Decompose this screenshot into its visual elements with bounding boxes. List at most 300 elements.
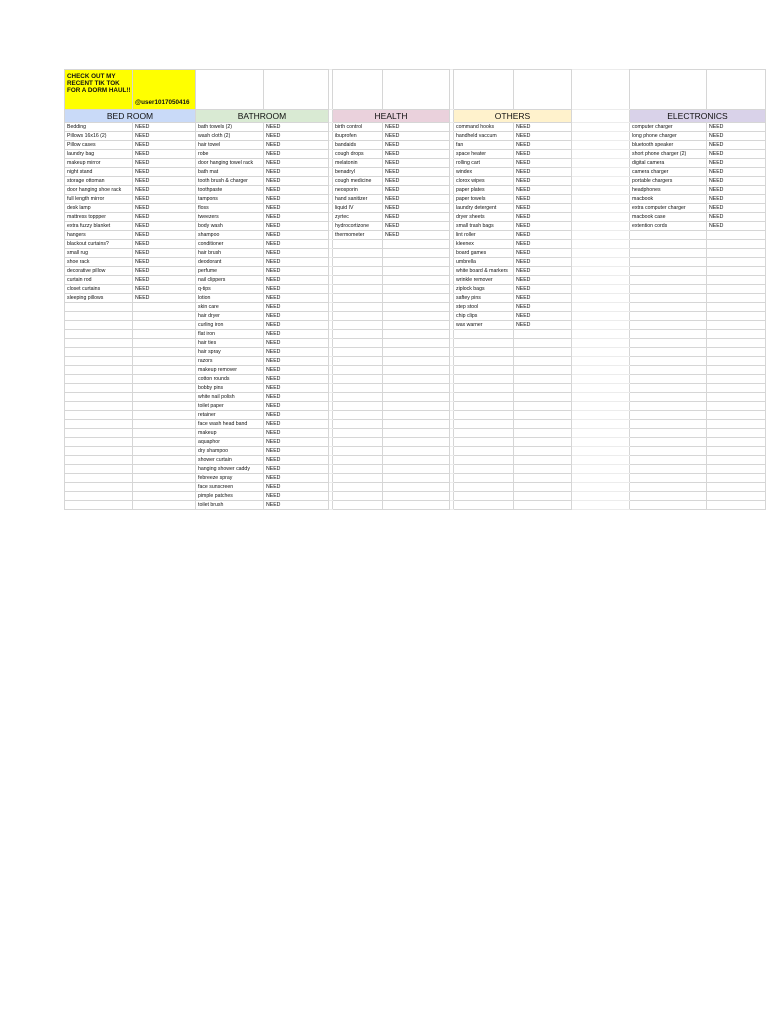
sheet-cell[interactable]: [707, 348, 766, 357]
sheet-cell[interactable]: [630, 456, 707, 465]
sheet-cell[interactable]: [383, 366, 450, 375]
item-status[interactable]: NEED: [133, 213, 196, 222]
sheet-cell[interactable]: [572, 465, 630, 474]
sheet-cell[interactable]: [65, 303, 133, 312]
item-status[interactable]: NEED: [264, 258, 329, 267]
item-status[interactable]: NEED: [514, 312, 572, 321]
sheet-cell[interactable]: [572, 429, 630, 438]
item-name[interactable]: perfume: [196, 267, 264, 276]
item-name[interactable]: ibuprofen: [333, 132, 383, 141]
sheet-cell[interactable]: [383, 483, 450, 492]
item-status[interactable]: NEED: [264, 393, 329, 402]
sheet-cell[interactable]: [383, 294, 450, 303]
sheet-cell[interactable]: [572, 222, 630, 231]
item-status[interactable]: NEED: [264, 204, 329, 213]
item-name[interactable]: blackout curtains?: [65, 240, 133, 249]
sheet-cell[interactable]: [572, 321, 630, 330]
sheet-cell[interactable]: [333, 483, 383, 492]
item-status[interactable]: NEED: [707, 186, 766, 195]
item-name[interactable]: mattress toppper: [65, 213, 133, 222]
sheet-cell[interactable]: [630, 303, 707, 312]
sheet-cell[interactable]: [333, 384, 383, 393]
sheet-cell[interactable]: [133, 447, 196, 456]
sheet-cell[interactable]: [454, 456, 514, 465]
sheet-cell[interactable]: [65, 438, 133, 447]
sheet-cell[interactable]: [514, 384, 572, 393]
item-name[interactable]: flat iron: [196, 330, 264, 339]
item-name[interactable]: pimple patches: [196, 492, 264, 501]
item-name[interactable]: cough medicine: [333, 177, 383, 186]
item-name[interactable]: tooth brush & charger: [196, 177, 264, 186]
sheet-cell[interactable]: [454, 465, 514, 474]
sheet-cell[interactable]: [333, 312, 383, 321]
sheet-cell[interactable]: [707, 339, 766, 348]
sheet-cell[interactable]: [572, 375, 630, 384]
item-status[interactable]: NEED: [264, 474, 329, 483]
sheet-cell[interactable]: [630, 411, 707, 420]
sheet-cell[interactable]: [572, 402, 630, 411]
item-name[interactable]: sleeping pillows: [65, 294, 133, 303]
sheet-cell[interactable]: [454, 384, 514, 393]
item-name[interactable]: full length mirror: [65, 195, 133, 204]
item-name[interactable]: lint roller: [454, 231, 514, 240]
sheet-cell[interactable]: [133, 330, 196, 339]
sheet-cell[interactable]: [65, 348, 133, 357]
item-status[interactable]: NEED: [264, 195, 329, 204]
item-name[interactable]: fan: [454, 141, 514, 150]
sheet-cell[interactable]: [333, 348, 383, 357]
item-name[interactable]: short phone charger (2): [630, 150, 707, 159]
sheet-cell[interactable]: [383, 330, 450, 339]
sheet-cell[interactable]: [514, 375, 572, 384]
sheet-cell[interactable]: [707, 357, 766, 366]
item-status[interactable]: NEED: [133, 186, 196, 195]
sheet-cell[interactable]: [514, 357, 572, 366]
item-name[interactable]: hanging shower caddy: [196, 465, 264, 474]
item-status[interactable]: NEED: [264, 483, 329, 492]
sheet-cell[interactable]: [196, 70, 264, 110]
item-status[interactable]: NEED: [264, 321, 329, 330]
sheet-cell[interactable]: [454, 366, 514, 375]
sheet-cell[interactable]: [707, 438, 766, 447]
sheet-cell[interactable]: [383, 411, 450, 420]
item-status[interactable]: NEED: [383, 141, 450, 150]
sheet-cell[interactable]: [707, 492, 766, 501]
sheet-cell[interactable]: [630, 465, 707, 474]
sheet-cell[interactable]: [133, 501, 196, 510]
item-status[interactable]: NEED: [383, 213, 450, 222]
item-status[interactable]: NEED: [383, 159, 450, 168]
item-status[interactable]: NEED: [133, 231, 196, 240]
sheet-cell[interactable]: [707, 375, 766, 384]
sheet-cell[interactable]: [707, 258, 766, 267]
item-name[interactable]: space heater: [454, 150, 514, 159]
sheet-cell[interactable]: [630, 330, 707, 339]
sheet-cell[interactable]: [383, 447, 450, 456]
item-name[interactable]: robe: [196, 150, 264, 159]
sheet-cell[interactable]: [333, 456, 383, 465]
sheet-cell[interactable]: [707, 285, 766, 294]
item-status[interactable]: NEED: [383, 231, 450, 240]
sheet-cell[interactable]: [454, 357, 514, 366]
item-status[interactable]: NEED: [264, 186, 329, 195]
item-status[interactable]: NEED: [264, 420, 329, 429]
item-name[interactable]: desk lamp: [65, 204, 133, 213]
sheet-cell[interactable]: [630, 438, 707, 447]
sheet-cell[interactable]: [514, 339, 572, 348]
sheet-cell[interactable]: [572, 150, 630, 159]
sheet-cell[interactable]: [133, 393, 196, 402]
sheet-cell[interactable]: [383, 267, 450, 276]
sheet-cell[interactable]: [454, 438, 514, 447]
item-status[interactable]: NEED: [264, 456, 329, 465]
sheet-cell[interactable]: [572, 501, 630, 510]
item-status[interactable]: NEED: [264, 294, 329, 303]
item-name[interactable]: small rug: [65, 249, 133, 258]
sheet-cell[interactable]: [383, 429, 450, 438]
item-name[interactable]: decorative pillow: [65, 267, 133, 276]
item-name[interactable]: door hanging shoe rack: [65, 186, 133, 195]
item-status[interactable]: NEED: [383, 132, 450, 141]
sheet-cell[interactable]: [65, 330, 133, 339]
sheet-cell[interactable]: [333, 240, 383, 249]
item-status[interactable]: NEED: [514, 249, 572, 258]
item-name[interactable]: Pillow cases: [65, 141, 133, 150]
item-name[interactable]: hair ties: [196, 339, 264, 348]
item-name[interactable]: clorox wipes: [454, 177, 514, 186]
item-status[interactable]: NEED: [707, 177, 766, 186]
item-name[interactable]: bath towels (2): [196, 123, 264, 132]
sheet-cell[interactable]: [630, 258, 707, 267]
sheet-cell[interactable]: [707, 231, 766, 240]
category-header-cell[interactable]: [65, 110, 196, 123]
item-status[interactable]: NEED: [133, 267, 196, 276]
item-name[interactable]: tampons: [196, 195, 264, 204]
item-name[interactable]: hair brush: [196, 249, 264, 258]
sheet-cell[interactable]: [133, 456, 196, 465]
item-status[interactable]: NEED: [514, 159, 572, 168]
item-status[interactable]: NEED: [133, 177, 196, 186]
item-name[interactable]: liquid IV: [333, 204, 383, 213]
sheet-cell[interactable]: [383, 465, 450, 474]
sheet-cell[interactable]: [572, 285, 630, 294]
item-name[interactable]: aquaphor: [196, 438, 264, 447]
sheet-cell[interactable]: [333, 366, 383, 375]
item-name[interactable]: extra fuzzy blanket: [65, 222, 133, 231]
item-name[interactable]: wash cloth (2): [196, 132, 264, 141]
sheet-cell[interactable]: [454, 420, 514, 429]
item-status[interactable]: NEED: [264, 249, 329, 258]
item-status[interactable]: NEED: [264, 141, 329, 150]
sheet-cell[interactable]: [133, 357, 196, 366]
sheet-cell[interactable]: [572, 438, 630, 447]
item-name[interactable]: toothpaste: [196, 186, 264, 195]
item-name[interactable]: bluetooth speaker: [630, 141, 707, 150]
item-name[interactable]: extention cords: [630, 222, 707, 231]
sheet-cell[interactable]: [707, 393, 766, 402]
item-status[interactable]: NEED: [383, 123, 450, 132]
sheet-cell[interactable]: [707, 483, 766, 492]
sheet-cell[interactable]: [707, 249, 766, 258]
item-name[interactable]: hair towel: [196, 141, 264, 150]
item-status[interactable]: NEED: [264, 402, 329, 411]
item-name[interactable]: board games: [454, 249, 514, 258]
item-status[interactable]: NEED: [264, 375, 329, 384]
item-name[interactable]: hair dryer: [196, 312, 264, 321]
sheet-cell[interactable]: [454, 402, 514, 411]
sheet-cell[interactable]: [514, 474, 572, 483]
item-name[interactable]: chip clips: [454, 312, 514, 321]
sheet-cell[interactable]: [65, 393, 133, 402]
sheet-cell[interactable]: [383, 240, 450, 249]
item-status[interactable]: NEED: [264, 384, 329, 393]
item-name[interactable]: computer charger: [630, 123, 707, 132]
sheet-cell[interactable]: [514, 420, 572, 429]
sheet-cell[interactable]: [572, 258, 630, 267]
item-status[interactable]: NEED: [264, 501, 329, 510]
sheet-cell[interactable]: [572, 474, 630, 483]
sheet-cell[interactable]: [630, 492, 707, 501]
item-name[interactable]: nail clippers: [196, 276, 264, 285]
item-name[interactable]: dryer sheets: [454, 213, 514, 222]
item-status[interactable]: NEED: [264, 231, 329, 240]
sheet-cell[interactable]: [514, 402, 572, 411]
item-name[interactable]: makeup mirror: [65, 159, 133, 168]
sheet-cell[interactable]: [65, 501, 133, 510]
item-status[interactable]: NEED: [264, 132, 329, 141]
item-name[interactable]: conditioner: [196, 240, 264, 249]
item-status[interactable]: NEED: [514, 240, 572, 249]
item-name[interactable]: face sunscreen: [196, 483, 264, 492]
item-status[interactable]: NEED: [264, 168, 329, 177]
item-status[interactable]: NEED: [133, 159, 196, 168]
sheet-cell[interactable]: [707, 411, 766, 420]
sheet-cell[interactable]: [65, 402, 133, 411]
sheet-cell[interactable]: [572, 186, 630, 195]
sheet-cell[interactable]: [630, 375, 707, 384]
sheet-cell[interactable]: [572, 492, 630, 501]
item-status[interactable]: NEED: [514, 222, 572, 231]
sheet-cell[interactable]: [454, 393, 514, 402]
sheet-cell[interactable]: [572, 483, 630, 492]
item-status[interactable]: NEED: [264, 429, 329, 438]
item-name[interactable]: razors: [196, 357, 264, 366]
item-name[interactable]: digital camera: [630, 159, 707, 168]
sheet-cell[interactable]: [630, 312, 707, 321]
sheet-cell[interactable]: [333, 357, 383, 366]
sheet-cell[interactable]: [630, 357, 707, 366]
item-name[interactable]: zyrtec: [333, 213, 383, 222]
sheet-cell[interactable]: [630, 249, 707, 258]
item-name[interactable]: white nail polish: [196, 393, 264, 402]
item-status[interactable]: NEED: [514, 141, 572, 150]
item-name[interactable]: closet curtains: [65, 285, 133, 294]
item-name[interactable]: macbook: [630, 195, 707, 204]
sheet-cell[interactable]: [333, 249, 383, 258]
sheet-cell[interactable]: [383, 492, 450, 501]
sheet-cell[interactable]: [707, 294, 766, 303]
sheet-cell[interactable]: [514, 429, 572, 438]
item-status[interactable]: NEED: [514, 231, 572, 240]
sheet-cell[interactable]: [572, 447, 630, 456]
sheet-cell[interactable]: [454, 348, 514, 357]
sheet-cell[interactable]: [333, 267, 383, 276]
item-status[interactable]: NEED: [514, 132, 572, 141]
category-header-cell[interactable]: [630, 110, 766, 123]
sheet-cell[interactable]: [454, 492, 514, 501]
item-name[interactable]: bath mat: [196, 168, 264, 177]
item-name[interactable]: floss: [196, 204, 264, 213]
item-name[interactable]: handheld vaccum: [454, 132, 514, 141]
item-status[interactable]: NEED: [264, 348, 329, 357]
item-name[interactable]: cough drops: [333, 150, 383, 159]
item-name[interactable]: febreeze spray: [196, 474, 264, 483]
sheet-cell[interactable]: [572, 231, 630, 240]
item-status[interactable]: NEED: [514, 204, 572, 213]
item-name[interactable]: night stand: [65, 168, 133, 177]
sheet-cell[interactable]: [630, 366, 707, 375]
item-name[interactable]: small trash bags: [454, 222, 514, 231]
sheet-cell[interactable]: [383, 348, 450, 357]
item-status[interactable]: NEED: [514, 177, 572, 186]
item-name[interactable]: windex: [454, 168, 514, 177]
sheet-cell[interactable]: [630, 393, 707, 402]
sheet-cell[interactable]: [383, 393, 450, 402]
sheet-cell[interactable]: [454, 501, 514, 510]
sheet-cell[interactable]: [333, 294, 383, 303]
item-name[interactable]: shampoo: [196, 231, 264, 240]
item-status[interactable]: NEED: [133, 150, 196, 159]
sheet-cell[interactable]: [333, 70, 383, 110]
sheet-cell[interactable]: [572, 312, 630, 321]
sheet-cell[interactable]: [383, 384, 450, 393]
item-name[interactable]: rolling cart: [454, 159, 514, 168]
sheet-cell[interactable]: [572, 348, 630, 357]
sheet-cell[interactable]: [514, 330, 572, 339]
sheet-cell[interactable]: [707, 240, 766, 249]
item-name[interactable]: wrinkle remover: [454, 276, 514, 285]
item-name[interactable]: step stool: [454, 303, 514, 312]
item-name[interactable]: melatonin: [333, 159, 383, 168]
sheet-cell[interactable]: [65, 411, 133, 420]
item-status[interactable]: NEED: [514, 195, 572, 204]
sheet-cell[interactable]: [333, 474, 383, 483]
sheet-cell[interactable]: [572, 456, 630, 465]
item-status[interactable]: NEED: [264, 267, 329, 276]
item-name[interactable]: dry shampoo: [196, 447, 264, 456]
sheet-cell[interactable]: [333, 465, 383, 474]
item-status[interactable]: NEED: [707, 222, 766, 231]
sheet-cell[interactable]: [572, 249, 630, 258]
item-status[interactable]: NEED: [514, 303, 572, 312]
sheet-cell[interactable]: [514, 438, 572, 447]
item-name[interactable]: hangers: [65, 231, 133, 240]
sheet-cell[interactable]: [707, 474, 766, 483]
sheet-cell[interactable]: [572, 330, 630, 339]
item-status[interactable]: NEED: [707, 213, 766, 222]
sheet-cell[interactable]: [383, 402, 450, 411]
item-name[interactable]: makeup remover: [196, 366, 264, 375]
sheet-cell[interactable]: [383, 357, 450, 366]
item-name[interactable]: wax warner: [454, 321, 514, 330]
item-status[interactable]: NEED: [264, 366, 329, 375]
item-name[interactable]: benadryl: [333, 168, 383, 177]
item-name[interactable]: face wash head band: [196, 420, 264, 429]
item-status[interactable]: NEED: [264, 492, 329, 501]
sheet-cell[interactable]: [133, 438, 196, 447]
item-status[interactable]: NEED: [133, 195, 196, 204]
sheet-cell[interactable]: [707, 70, 766, 110]
item-status[interactable]: NEED: [707, 141, 766, 150]
item-status[interactable]: NEED: [133, 258, 196, 267]
sheet-cell[interactable]: [383, 474, 450, 483]
sheet-cell[interactable]: [133, 465, 196, 474]
item-name[interactable]: paper towels: [454, 195, 514, 204]
item-name[interactable]: cotton rounds: [196, 375, 264, 384]
sheet-cell[interactable]: [630, 285, 707, 294]
sheet-cell[interactable]: [333, 258, 383, 267]
item-name[interactable]: curling iron: [196, 321, 264, 330]
sheet-cell[interactable]: [514, 366, 572, 375]
item-name[interactable]: portable chargers: [630, 177, 707, 186]
item-status[interactable]: NEED: [514, 276, 572, 285]
sheet-cell[interactable]: [572, 195, 630, 204]
sheet-cell[interactable]: [572, 177, 630, 186]
sheet-cell[interactable]: [65, 321, 133, 330]
item-name[interactable]: paper plates: [454, 186, 514, 195]
sheet-cell[interactable]: [514, 483, 572, 492]
item-status[interactable]: NEED: [383, 186, 450, 195]
item-status[interactable]: NEED: [707, 168, 766, 177]
sheet-cell[interactable]: [65, 492, 133, 501]
sheet-cell[interactable]: [572, 168, 630, 177]
item-name[interactable]: white board & markers: [454, 267, 514, 276]
sheet-cell[interactable]: [454, 375, 514, 384]
sheet-cell[interactable]: [333, 339, 383, 348]
sheet-cell[interactable]: [572, 339, 630, 348]
sheet-cell[interactable]: [65, 312, 133, 321]
sheet-cell[interactable]: [630, 321, 707, 330]
item-status[interactable]: NEED: [383, 222, 450, 231]
sheet-cell[interactable]: [333, 276, 383, 285]
sheet-cell[interactable]: [572, 303, 630, 312]
item-status[interactable]: NEED: [707, 150, 766, 159]
item-status[interactable]: NEED: [264, 312, 329, 321]
item-status[interactable]: NEED: [264, 411, 329, 420]
item-name[interactable]: long phone charger: [630, 132, 707, 141]
sheet-cell[interactable]: [333, 285, 383, 294]
sheet-cell[interactable]: [383, 375, 450, 384]
item-name[interactable]: camera charger: [630, 168, 707, 177]
sheet-cell[interactable]: [454, 330, 514, 339]
item-status[interactable]: NEED: [514, 285, 572, 294]
user-handle[interactable]: @user1017050416: [133, 70, 196, 110]
sheet-cell[interactable]: [454, 483, 514, 492]
item-status[interactable]: NEED: [264, 276, 329, 285]
sheet-cell[interactable]: [383, 438, 450, 447]
sheet-cell[interactable]: [514, 456, 572, 465]
sheet-cell[interactable]: [707, 312, 766, 321]
sheet-cell[interactable]: [572, 294, 630, 303]
sheet-cell[interactable]: [454, 447, 514, 456]
item-name[interactable]: headphones: [630, 186, 707, 195]
item-status[interactable]: NEED: [514, 186, 572, 195]
sheet-cell[interactable]: [514, 70, 572, 110]
sheet-cell[interactable]: [65, 483, 133, 492]
sheet-cell[interactable]: [133, 429, 196, 438]
sheet-cell[interactable]: [572, 357, 630, 366]
item-name[interactable]: kleenex: [454, 240, 514, 249]
